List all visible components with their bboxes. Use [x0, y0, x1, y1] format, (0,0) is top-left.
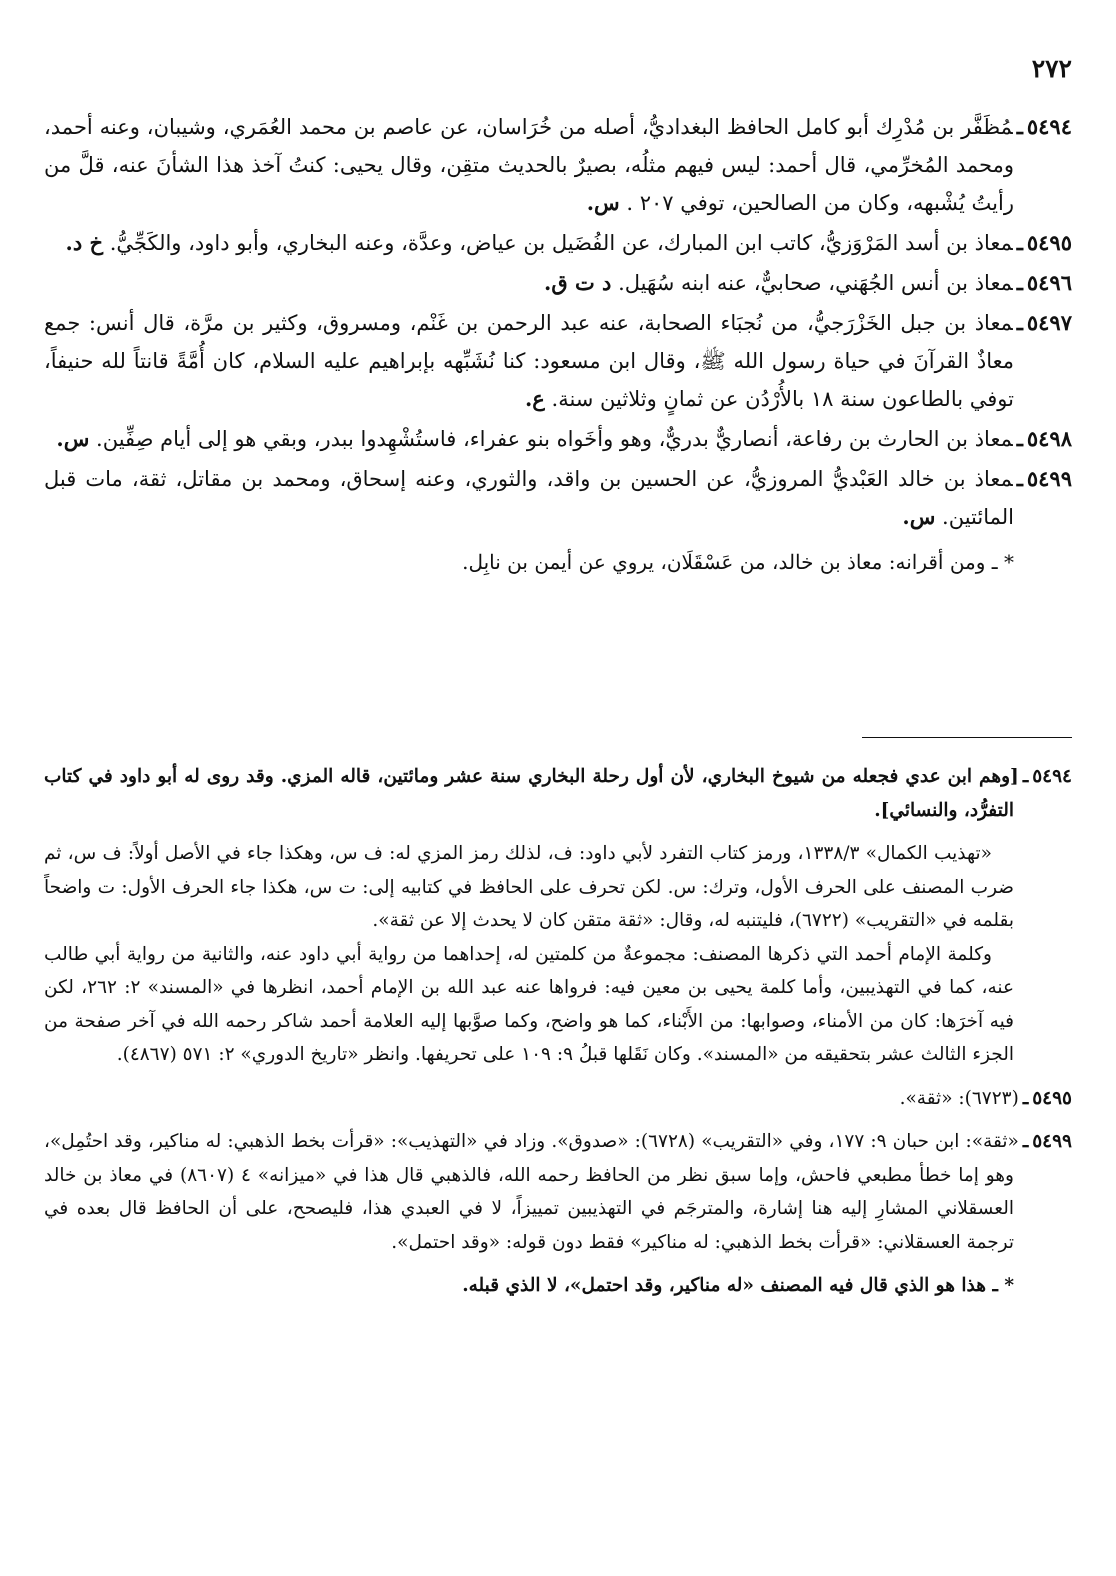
footnote-number: ٥٤٩٤ — [1032, 766, 1072, 787]
entry-dash: ـ — [1016, 230, 1023, 255]
rumuz-symbols: س. — [56, 426, 90, 451]
entry-number: ٥٤٩٩ — [1026, 466, 1072, 491]
footnote-5499 — [44, 1125, 1072, 1259]
entry-5494 — [44, 108, 1072, 222]
biography-entries — [44, 108, 1072, 600]
entry-dash: ـ — [1016, 310, 1023, 335]
rumuz-symbols: س. — [902, 504, 936, 529]
rumuz-symbols: د ت ق. — [544, 270, 612, 295]
entry-text: مُظَفَّر بن مُدْرِك أبو كامل الحافظ البغداديُّ، أصله من خُرَاسان، عن عاصم بن محمد العُمَري، وشيبان، وعنه أحمد، ومحمد المُخرِّمي، قال أحمد: ليس فيهم مثلُه، بصيرٌ بالحديث متقِن، وقال يحيى: كنتُ آخذ هذا الشأنَ عنه، قلَّ من رأيتُ يُشْبهه، وكان من الصالحين، توفي ٢٠٧ . — [44, 115, 1014, 215]
footnotes — [44, 760, 1072, 1321]
footnote-separator — [862, 737, 1072, 738]
entry-dash: ـ — [1016, 466, 1023, 491]
entry-dash: ـ — [1016, 426, 1023, 451]
entry-5497 — [44, 304, 1072, 418]
entry-text: معاذ بن جبل الخَزْرَجيُّ، من نُجبَاء الصحابة، عنه عبد الرحمن بن غَنْم، ومسروق، وكثير بن مرَّة، قال أنس: جمع معاذٌ القرآنَ في حياة رسول الله ﷺ، وقال ابن مسعود: كنا نُشَبِّهه بإبراهيم عليه السلام، كان أُمَّةً قانتاً لله حنيفاً، توفي بالطاعون سنة ١٨ بالأُرْدُن عن ثمانٍ وثلاثين سنة. — [44, 311, 1014, 411]
entry-5496 — [44, 264, 1072, 302]
footnote-paragraph: «تهذيب الكمال» ١٣٣٨/٣، ورمز كتاب التفرد لأبي داود: ف، لذلك رمز المزي له: ف س، وهكذا جاء في الأصل أولاً: ف س، ثم ضرب المصنف على الحرف الأول، وترك: س. لكن تحرف على الحافظ في كتابيه إلى: ت س، هكذا جاء الحرف الأول: ت واضحاً بقلمه في «التقريب» (٦٧٢٢)، فليتنبه له، وقال: «ثقة متقن كان لا يحدث إلا عن ثقة». — [44, 843, 1014, 931]
entry-text: معاذ بن خالد العَبْديُّ المروزيُّ، عن الحسين بن واقد، والثوري، وعنه إسحاق، ومحمد بن مقاتل، ثقة، مات قبل المائتين. — [44, 467, 1014, 529]
footnote-number: ٥٤٩٥ — [1032, 1087, 1072, 1109]
footnote-paragraph: وكلمة الإمام أحمد التي ذكرها المصنف: مجموعةٌ من كلمتين له، إحداهما من رواية أبي داود عنه، والثانية من رواية أبي طالب عنه، كما في التهذيبين، وأما كلمة يحيى بن معين فيه: فرواها عنه عبد الله بن الإمام أحمد، انظرها في «المسند» ٢: ٢٦٢، لكن فيه آخرَها: كان من الأمناء، وصوابها: من الأَبْناء، كما هو واضح، وكما صوَّبها إليه العلامة أحمد شاكر رحمه الله في آخر صفحة من الجزء الثالث عشر بتحقيقه من «المسند». وكان نَقَلها قبلُ ٩: ١٠٩ على تحريفها. وانظر «تاريخ الدوري» ٢: ٥٧١ (٤٨٦٧). — [44, 943, 1014, 1065]
rumuz-symbols: خ د. — [65, 230, 104, 255]
footnote-dash: ـ — [1022, 1087, 1029, 1109]
entry-dash: ـ — [1016, 270, 1023, 295]
rumuz-symbols: ع. — [524, 386, 545, 411]
page-number: ٢٧٢ — [1031, 54, 1072, 83]
entry-5498 — [44, 420, 1072, 458]
entry-5499 — [44, 460, 1072, 536]
star-entry: * ـ ومن أقرانه: معاذ بن خالد، من عَسْقَلَان، يروي عن أيمن بن نابِل. — [462, 550, 1014, 574]
entry-5495 — [44, 224, 1072, 262]
footnote-5495 — [44, 1082, 1072, 1116]
entry-number: ٥٤٩٧ — [1026, 310, 1072, 335]
entry-number: ٥٤٩٨ — [1026, 426, 1072, 451]
footnote-star: * ـ هذا هو الذي قال فيه المصنف «له مناكير، وقد احتمل»، لا الذي قبله. — [462, 1275, 1014, 1296]
rumuz-symbols: س. — [586, 190, 620, 215]
footnote-dash: ـ — [1022, 1131, 1029, 1152]
entry-text: معاذ بن أنس الجُهَني، صحابيٌّ، عنه ابنه سُهَيل. — [618, 271, 1013, 295]
footnote-dash: ـ — [1022, 766, 1029, 787]
footnote-number: ٥٤٩٩ — [1032, 1131, 1072, 1152]
entry-number: ٥٤٩٤ — [1026, 114, 1072, 139]
entry-dash: ـ — [1016, 114, 1023, 139]
book-page — [30, 40, 1086, 1560]
footnote-5494 — [44, 760, 1072, 827]
footnote-bracket-text: [وهم ابن عدي فجعله من شيوخ البخاري، لأن أول رحلة البخاري سنة عشر ومائتين، قاله المزي. وقد روى له أبو داود في كتاب التفرُّد، والنسائي]. — [44, 766, 1019, 821]
entry-text: معاذ بن الحارث بن رفاعة، أنصاريٌّ بدريٌّ، وهو وأخَواه بنو عفراء، فاستُشْهِدوا ببدر، وبقي هو إلى أيام صِفِّين. — [96, 427, 1013, 451]
footnote-text: (٦٧٢٣): «ثقة». — [899, 1087, 1019, 1109]
entry-number: ٥٤٩٥ — [1026, 230, 1072, 255]
footnote-text: «ثقة»: ابن حبان ٩: ١٧٧، وفي «التقريب» (٦٧٢٨): «صدوق». وزاد في «التهذيب»: «قرأت بخط الذهبي: له مناكير، وقد احتُمِل»، وهو إما خطأ مطبعي فاحش، وإما سبق نظر من الحافظ رحمه الله، فالذهبي قال هذا في «ميزانه» ٤ (٨٦٠٧) في معاذ بن خالد العسقلاني المشارِ إليه هنا إشارة، والمترجَم في التهذيبين تمييزاً، لا في العبدي هذا، فليصحح، على أن الحافظ قال بعده في ترجمة العسقلاني: «قرأت بخط الذهبي: له مناكير» فقط دون قوله: «وقد احتمل». — [44, 1131, 1019, 1253]
entry-number: ٥٤٩٦ — [1026, 270, 1072, 295]
entry-text: معاذ بن أسد المَرْوَزيُّ، كاتب ابن المبارك، عن الفُضَيل بن عياض، وعدَّة، وعنه البخاري، وأبو داود، والكَجِّيُّ. — [109, 231, 1013, 255]
